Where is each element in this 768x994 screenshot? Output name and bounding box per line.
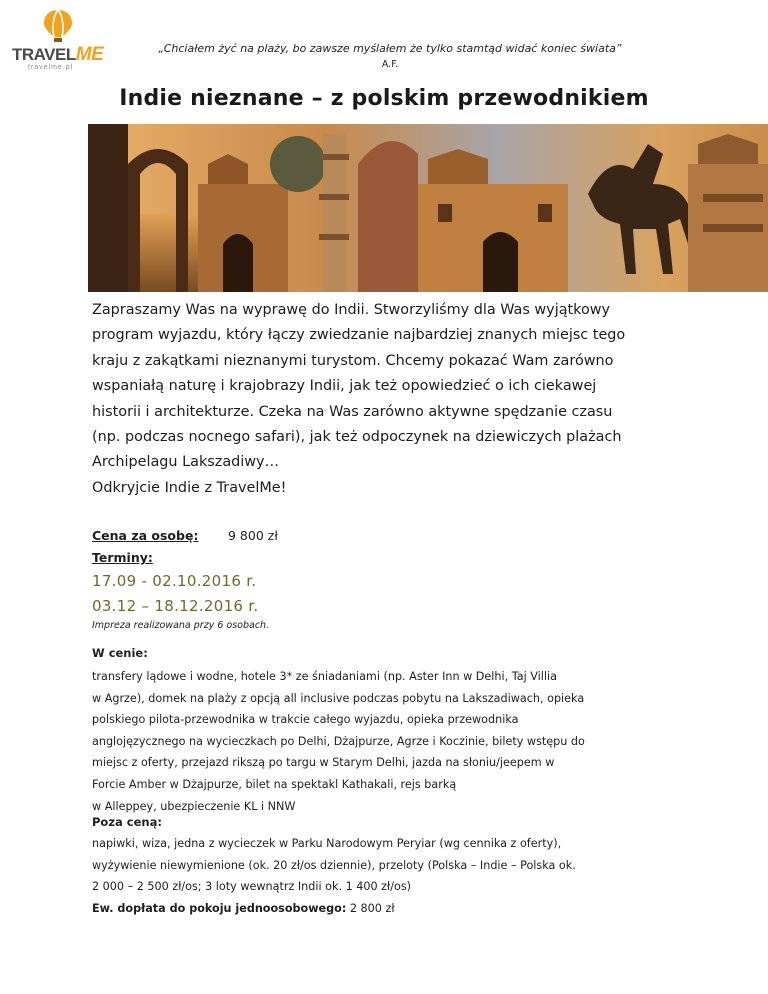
hot-air-balloon-icon <box>43 9 73 43</box>
intro-line: kraju z zakątkami nieznanymi turystom. Chcemy pokazać Wam zarówno <box>92 352 614 369</box>
included-line: w Alleppey, ubezpieczenie KL i NNW <box>92 799 296 813</box>
term-date: 17.09 - 02.10.2016 r. <box>92 572 257 590</box>
motto-author: A.F. <box>381 59 399 70</box>
brand-name: TRAVELME <box>12 44 104 65</box>
intro-line: Archipelagu Lakszadiwy… <box>92 454 279 471</box>
single-room-value: 2 800 zł <box>349 902 395 915</box>
intro-line: wspaniałą naturę i krajobrazy Indii, jak też opowiedzieć o ich ciekawej <box>92 378 597 395</box>
included-line: transfery lądowe i wodne, hotele 3* ze śniadaniami (np. Aster Inn w Delhi, Taj Villia <box>92 670 557 683</box>
intro-paragraph <box>92 298 712 501</box>
included-line: w Agrze), domek na plaży z opcją all inclusive podczas pobytu na Lakszadiwach, opieka <box>92 691 585 705</box>
india-collage-banner <box>88 124 768 292</box>
intro-line: (np. podczas nocnego safari), jak też odpoczynek na dziewiczych plażach <box>92 429 622 446</box>
intro-line: historii i architekturze. Czeka na Was zarówno aktywne spędzanie czasu <box>92 403 613 420</box>
price-value: 9 800 zł <box>228 528 278 543</box>
single-room-supplement <box>92 902 395 915</box>
terms-label: Terminy: <box>92 550 153 565</box>
excluded-heading: Poza ceną: <box>92 815 162 829</box>
included-line: miejsc z oferty, przejazd rikszą po targu w Starym Delhi, jazda na słoniu/jeepem w <box>92 756 555 770</box>
excluded-line: 2 000 – 2 500 zł/os; 3 loty wewnątrz Indii ok. 1 400 zł/os) <box>92 880 412 894</box>
group-size-note: Impreza realizowana przy 6 osobach. <box>92 620 270 631</box>
price-label: Cena za osobę: <box>92 528 199 543</box>
intro-line: program wyjazdu, który łączy zwiedzanie najbardziej znanych miejsc tego <box>92 327 626 344</box>
excluded-line: napiwki, wiza, jedna z wycieczek w Parku Narodowym Peryiar (wg cennika z oferty), <box>92 837 562 850</box>
intro-line: Odkryjcie Indie z TravelMe! <box>92 479 287 496</box>
brand-url: travelme.pl <box>28 64 74 71</box>
included-line: polskiego pilota-przewodnika w trakcie całego wyjazdu, opieka przewodnika <box>92 713 519 727</box>
travelme-logo <box>6 6 106 72</box>
term-date: 03.12 – 18.12.2016 r. <box>92 597 259 615</box>
included-list <box>92 666 692 817</box>
included-line: Forcie Amber w Dżajpurze, bilet na spektakl Kathakali, rejs barką <box>92 777 457 791</box>
included-heading: W cenie: <box>92 646 148 660</box>
single-room-label: Ew. dopłata do pokoju jednoosobowego: <box>92 902 347 915</box>
excluded-line: wyżywienie niewymienione (ok. 20 zł/os dziennie), przeloty (Polska – Indie – Polska ok. <box>92 858 576 872</box>
intro-line: Zapraszamy Was na wyprawę do Indii. Stworzyliśmy dla Was wyjątkowy <box>92 302 611 318</box>
motto-quote: „Chciałem żyć na plaży, bo zawsze myślałem że tylko stamtąd widać koniec świata” <box>158 42 622 55</box>
page-title: Indie nieznane – z polskim przewodnikiem <box>119 86 649 111</box>
excluded-list <box>92 833 692 898</box>
included-line: anglojęzycznego na wycieczkach po Delhi, Dżajpurze, Agrze i Koczinie, bilety wstępu do <box>92 734 585 748</box>
